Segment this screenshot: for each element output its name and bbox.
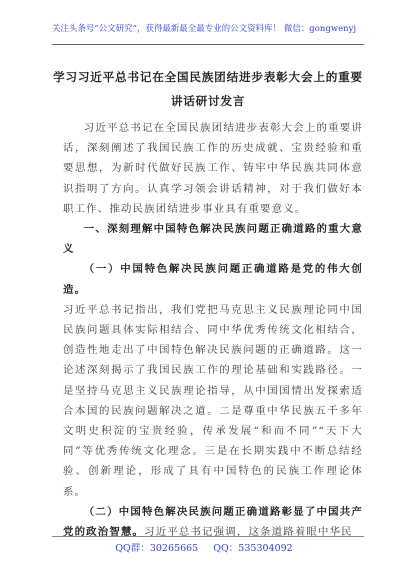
doc-title-line1: 学习习近平总书记在全国民族团结进步表彰大会上的重要: [53, 70, 363, 84]
footer-contacts: [0, 540, 408, 554]
subsection2-text: 习近平总书记强调，这条道路着眼中华民: [144, 526, 353, 539]
subsection2-heading: （二）中国特色解决民族问题正确道路彰显了中国共产党的政治智慧。: [63, 505, 363, 539]
doc-title-line2: 讲话研讨发言: [170, 94, 246, 108]
header-divider: [52, 44, 364, 45]
subsection1-paragraph: 习近平总书记指出，我们党把马克思主义民族理论同中国民族问题具体实际相结合、同中华优秀传统文化相结合，创造性地走出了中国特色解决民族问题的正确道路。这一论述深刻揭示了我国民族工作的理论基础和实践路径。一是坚持马克思主义民族理论指导，从中国国情出发探索适合本国的民族问题解决之道。二是尊重中华民族五千多年文明史积淀的宝贵经验，传承发展“和而不同”“天下大同”等优秀传统文化理念。三是在长期实践中不断总结经验、创新理论，形成了具有中国特色的民族工作理论体系。: [63, 303, 363, 498]
footer-qq: QQ：535304092: [213, 543, 293, 554]
section1-heading: 一、深刻理解中国特色解决民族问题正确道路的重大意义: [63, 223, 363, 256]
footer-qq-group: QQ群：30265665: [115, 543, 199, 554]
doc-body: [63, 118, 363, 542]
intro-paragraph: 习近平总书记在全国民族团结进步表彰大会上的重要讲话，深刻阐述了我国民族工作的历史成就、宝贵经验和重要思想，为新时代做好民族工作、铸牢中华民族共同体意识指明了方向。认真学习领会讲话精神，对于我们做好本职工作、推动民族团结进步事业具有重要意义。: [63, 122, 363, 215]
footer-divider: [52, 536, 364, 537]
header-promo: 关注头条号“公文研究”，获得最新最全最专业的公文资料库！ 微信：gongwenyj: [52, 23, 357, 33]
subsection1-heading: （一）中国特色解决民族问题正确道路是党的伟大创造。: [63, 263, 363, 296]
